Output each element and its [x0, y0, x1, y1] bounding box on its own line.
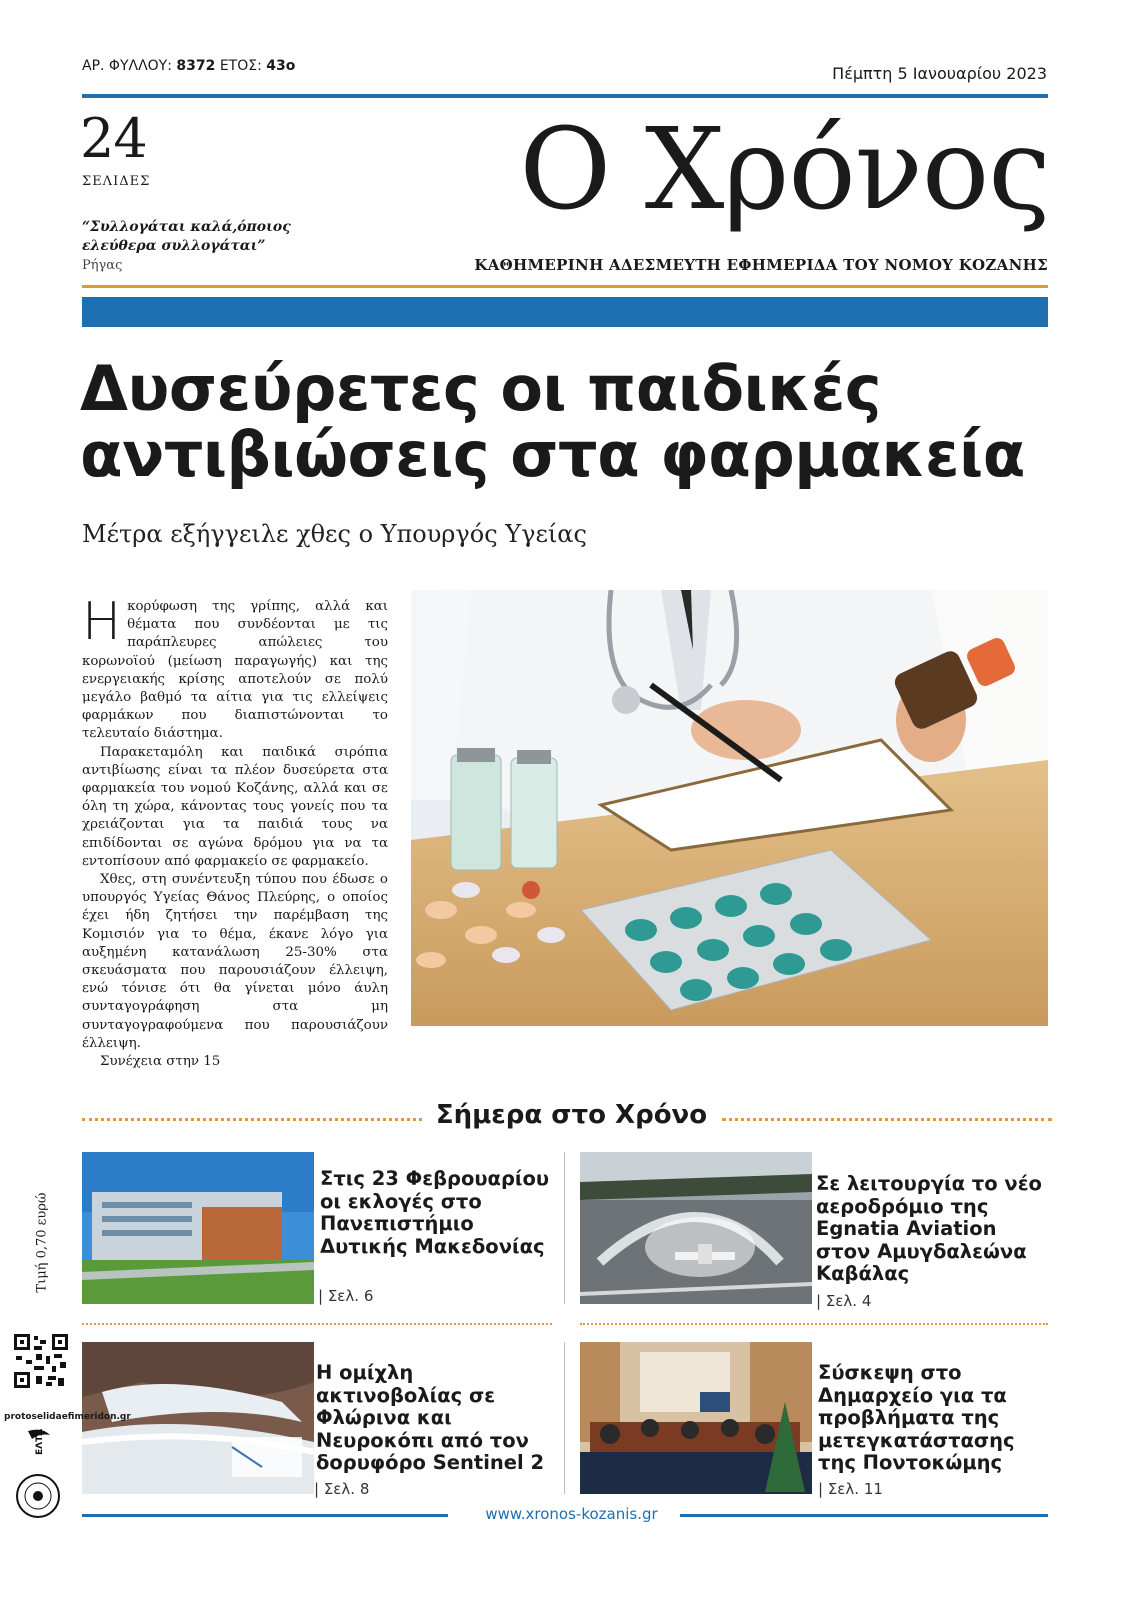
lead-headline[interactable] — [80, 352, 1060, 491]
masthead-rule — [82, 285, 1048, 288]
issue-date: Πέμπτη 5 Ιανουαρίου 2023 — [832, 64, 1047, 83]
issue-number: 8372 — [176, 58, 216, 74]
motto-author: Ρήγας — [82, 258, 123, 273]
teaser-image-airport[interactable] — [580, 1152, 812, 1304]
paragraph-1-text: κορύφωση της γρίπης, αλλά και θέματα που συνδέονται με τις παράπλευρες απώλειες του κορωνοϊού (μείωση παραγωγής) και της ενεργειακής κρίσης αποτελούν σε πολύ μεγάλο βαθμό τα αίτια για τις ελλείψεις φαρμάκων που διαπιστώνονται το τελευταίο διάστημα. — [82, 599, 388, 742]
article-paragraph-3: Χθες, στη συνέντευξη τύπου που έδωσε ο υπουργός Υγείας Θάνος Πλεύρης, ο οποίος έχει ήδη ζητήσει την παρέμβαση της Κομισιόν για το θέμα, έκανε λόγο για αυξημένη κατανάλωση 25-30% στα σκευάσματα που παρουσιάζουν έλλειψη, ενώ τόνισε ότι θα γίνεται μόνο άυλη συνταγογράφηση στα μη συνταγογραφούμενα που παρουσιάζουν έλλειψη. — [82, 872, 388, 1051]
teaser-title-1[interactable]: Στις 23 Φεβρουαρίου οι εκλογές στο Πανεπιστήμιο Δυτικής Μακεδονίας — [320, 1167, 550, 1258]
footer-website-link[interactable]: www.xronos-kozanis.gr — [485, 1505, 658, 1523]
teaser-page-4: | Σελ. 11 — [818, 1480, 883, 1498]
teaser-title-4[interactable]: Σύσκεψη στο Δημαρχείο για τα προβλήματα της μετεγκατάστασης της Ποντοκώμης — [818, 1361, 1015, 1474]
watermark-site: protoselidaefimeridon.gr — [4, 1412, 131, 1422]
teaser-image-university[interactable] — [82, 1152, 314, 1304]
qr-code-icon[interactable] — [12, 1332, 70, 1390]
teaser-title-3[interactable]: Η ομίχλη ακτινοβολίας σε Φλώρινα και Νευροκόπι από τον δορυφόρο Sentinel 2 — [316, 1361, 545, 1474]
page-count-label: ΣΕΛΙΔΕΣ — [82, 174, 151, 189]
drop-cap: Η — [82, 592, 122, 652]
continued-link[interactable]: Συνέχεια στην 15 — [100, 1054, 221, 1070]
motto-line-1: “Συλλογάται καλά,όποιος — [82, 219, 291, 235]
section-title-today: Σήμερα στο Χρόνο — [435, 1100, 708, 1130]
lead-subhead: Μέτρα εξήγγειλε χθες ο Υπουργός Υγείας — [82, 520, 587, 548]
lead-article-body — [82, 592, 388, 1071]
column-divider-bottom — [564, 1342, 565, 1494]
price-text: Τιμή 0,70 ευρώ — [34, 1192, 50, 1293]
teaser-page-2: | Σελ. 4 — [816, 1292, 872, 1310]
teaser-page-1: | Σελ. 6 — [318, 1287, 374, 1305]
price-label — [22, 1180, 62, 1320]
issue-label: ΑΡ. ΦΥΛΛΟΥ: — [82, 58, 172, 74]
year-number: 43ο — [266, 58, 296, 74]
motto-line-2: ελεύθερα συλλογάται” — [82, 238, 266, 254]
masthead-logo: Ο Χρόνος — [519, 105, 1050, 235]
column-divider-top — [564, 1152, 565, 1304]
headline-line-2: αντιβιώσεις στα φαρμακεία — [80, 418, 1025, 491]
elta-label: ΕΛΤΑ — [35, 1428, 45, 1455]
teaser-title-2[interactable]: Σε λειτουργία το νέο αεροδρόμιο της Egnatia Aviation στον Αμυγδαλεώνα Καβάλας — [816, 1172, 1042, 1285]
lead-photo-doctor-pills — [411, 590, 1048, 1026]
motto-quote — [82, 218, 302, 256]
top-rule — [82, 94, 1048, 98]
section-dots-right — [722, 1118, 1052, 1121]
row-divider-right — [580, 1323, 1048, 1325]
year-label: ΕΤΟΣ: — [219, 58, 262, 74]
article-paragraph-2: Παρακεταμόλη και παιδικά σιρόπια αντιβίωσης είναι τα πλέον δυσεύρετα στα φαρμακεία του νομού Κοζάνης, αλλά και σε όλη τη χώρα, κάνοντας τους γονείς που τα χρειάζονται για τα παιδιά τους να επιδίδονται σε αγώνα δρόμου για να τα εντοπίσουν από φαρμακείο σε φαρμακείο. — [82, 744, 388, 869]
elta-logo-icon — [20, 1425, 60, 1465]
headline-line-1: Δυσεύρετες οι παιδικές — [80, 352, 882, 425]
page-count: 24 — [80, 107, 147, 170]
teaser-image-meeting[interactable] — [580, 1342, 812, 1494]
article-paragraph-1 — [82, 592, 388, 744]
teaser-page-3: | Σελ. 8 — [314, 1480, 370, 1498]
masthead-tagline: ΚΑΘΗΜΕΡΙΝΗ ΑΔΕΣΜΕΥΤΗ ΕΦΗΜΕΡΙΔΑ ΤΟΥ ΝΟΜΟΥ ΚΟΖΑΝΗΣ — [474, 256, 1048, 274]
issue-info — [82, 58, 295, 74]
row-divider-left — [82, 1323, 552, 1325]
masthead-band — [82, 297, 1048, 327]
footer-rule-right — [680, 1514, 1048, 1517]
